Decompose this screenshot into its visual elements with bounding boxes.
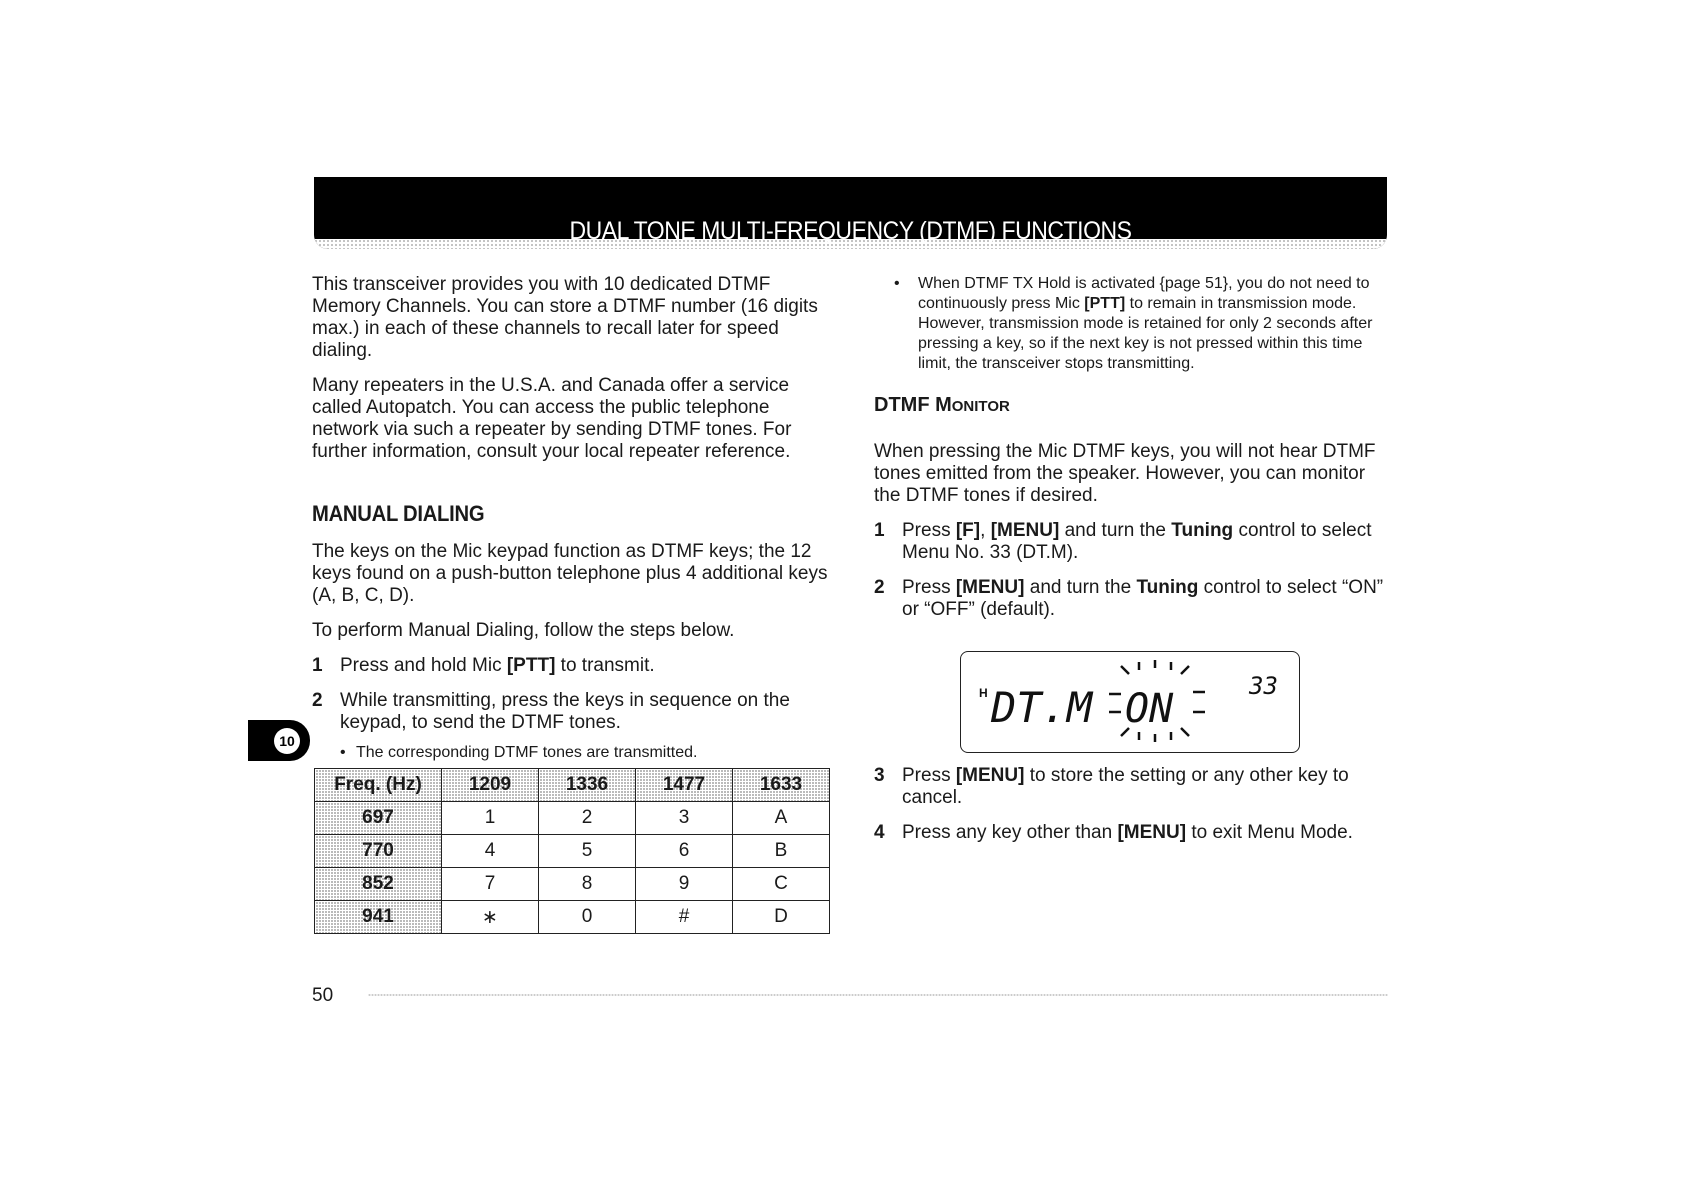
table-cell: 8 bbox=[539, 868, 636, 901]
table-cell: 4 bbox=[442, 835, 539, 868]
bullet-note bbox=[340, 743, 832, 763]
footer-dotted-rule bbox=[368, 994, 1388, 996]
table-cell: 7 bbox=[442, 868, 539, 901]
step-text: Press [F], [MENU] and turn the Tuning control to select Menu No. 33 (DT.M). bbox=[902, 520, 1372, 563]
lcd-screen bbox=[961, 652, 1299, 752]
column-header: 1209 bbox=[442, 769, 539, 802]
bullet-icon: • bbox=[340, 744, 346, 761]
step-number: 3 bbox=[874, 765, 885, 786]
left-column bbox=[312, 274, 832, 769]
lcd-h-indicator: H bbox=[979, 686, 988, 700]
step-text: While transmitting, press the keys in sequence on the keypad, to send the DTMF tones. bbox=[340, 690, 790, 733]
table-cell: # bbox=[636, 901, 733, 934]
right-column bbox=[874, 274, 1394, 857]
column-header: 1633 bbox=[733, 769, 830, 802]
lcd-value-text: ON bbox=[1125, 686, 1174, 732]
table-row bbox=[315, 901, 830, 934]
manual-dialing-paragraph-2: To perform Manual Dialing, follow the steps below. bbox=[312, 620, 735, 641]
step-3 bbox=[874, 765, 1394, 809]
bullet-icon: • bbox=[894, 275, 900, 292]
intro-paragraph-1: This transceiver provides you with 10 dedicated DTMF Memory Channels. You can store a DTMF number (16 digits max.) in each of these channels to recall later for speed dialing. bbox=[312, 274, 818, 361]
step-number: 2 bbox=[874, 577, 885, 598]
row-header: 852 bbox=[315, 868, 442, 901]
row-header: 941 bbox=[315, 901, 442, 934]
step-text: Press any key other than [MENU] to exit Menu Mode. bbox=[902, 822, 1353, 843]
table-cell: 0 bbox=[539, 901, 636, 934]
step-number: 2 bbox=[312, 690, 323, 711]
section-header-banner bbox=[314, 177, 1387, 249]
step-1 bbox=[874, 520, 1394, 564]
lcd-menu-text: DT.M bbox=[991, 683, 1093, 732]
table-cell: 6 bbox=[636, 835, 733, 868]
dtmf-monitor-paragraph: When pressing the Mic DTMF keys, you will not hear DTMF tones emitted from the speaker. However, you can monitor the DTMF tones if desired. bbox=[874, 441, 1376, 506]
key-label: [PTT] bbox=[1084, 295, 1126, 312]
table-cell: D bbox=[733, 901, 830, 934]
table-cell: ∗ bbox=[442, 901, 539, 934]
page-title: DUAL TONE MULTI-FREQUENCY (DTMF) FUNCTIONS bbox=[569, 217, 1132, 245]
table-cell: A bbox=[733, 802, 830, 835]
step-number: 1 bbox=[874, 520, 885, 541]
table-cell: 3 bbox=[636, 802, 733, 835]
chapter-number-badge: 10 bbox=[274, 728, 300, 754]
table-corner-header: Freq. (Hz) bbox=[315, 769, 442, 802]
manual-dialing-paragraph-1: The keys on the Mic keypad function as DTMF keys; the 12 keys found on a push-button telephone plus 4 additional keys (A, B, C, D). bbox=[312, 541, 828, 606]
column-header: 1477 bbox=[636, 769, 733, 802]
column-header: 1336 bbox=[539, 769, 636, 802]
section-heading-manual-dialing: MANUAL DIALING bbox=[312, 501, 485, 526]
row-header: 697 bbox=[315, 802, 442, 835]
section-heading-dtmf-monitor: DTMF MONITOR bbox=[874, 394, 1010, 416]
step-text: Press [MENU] and turn the Tuning control to select “ON” or “OFF” (default). bbox=[902, 577, 1384, 620]
step-number: 1 bbox=[312, 655, 323, 676]
step-number: 4 bbox=[874, 822, 885, 843]
bullet-text: The corresponding DTMF tones are transmitted. bbox=[356, 744, 698, 761]
table-cell: 1 bbox=[442, 802, 539, 835]
table-cell: 2 bbox=[539, 802, 636, 835]
table-cell: B bbox=[733, 835, 830, 868]
table-row bbox=[315, 835, 830, 868]
lcd-display-illustration bbox=[960, 651, 1300, 753]
dtmf-frequency-table bbox=[314, 768, 830, 934]
table-header-row bbox=[315, 769, 830, 802]
step-text: Press [MENU] to store the setting or any other key to cancel. bbox=[902, 765, 1349, 808]
step-2 bbox=[874, 577, 1394, 621]
page-number: 50 bbox=[312, 985, 334, 1006]
table-cell: 9 bbox=[636, 868, 733, 901]
dtmf-tx-hold-note bbox=[894, 274, 1394, 374]
intro-paragraph-2: Many repeaters in the U.S.A. and Canada offer a service called Autopatch. You can access the public telephone network via such a repeater by sending DTMF tones. For further information, consult your local repeater reference. bbox=[312, 375, 792, 462]
step-4 bbox=[874, 822, 1394, 844]
step-1 bbox=[312, 655, 832, 677]
step-2 bbox=[312, 690, 832, 734]
table-cell: 5 bbox=[539, 835, 636, 868]
row-header: 770 bbox=[315, 835, 442, 868]
bullet-text: When DTMF TX Hold is activated {page 51}, you do not need to continuously press Mic [PTT] to remain in transmission mode. However, transmission mode is retained for only 2 seconds after pressing a key, so if the next key is not pressed within this time limit, the transceiver stops transmitting. bbox=[918, 275, 1373, 372]
table-row bbox=[315, 868, 830, 901]
table-cell: C bbox=[733, 868, 830, 901]
lcd-menu-number: 33 bbox=[1249, 672, 1278, 700]
key-label: [PTT] bbox=[506, 655, 556, 676]
table-row bbox=[315, 802, 830, 835]
step-text: Press and hold Mic [PTT] to transmit. bbox=[340, 655, 655, 676]
